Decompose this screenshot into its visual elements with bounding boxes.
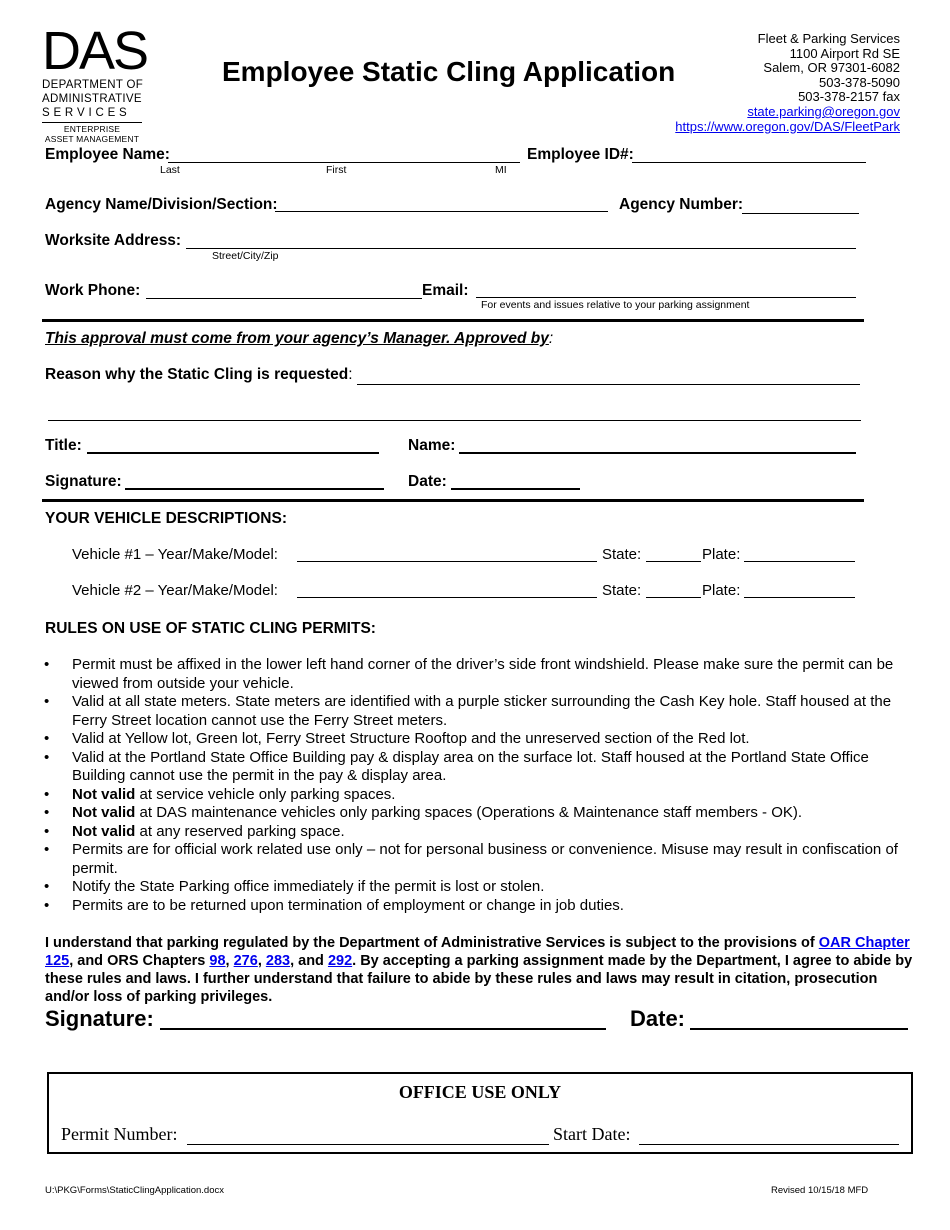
list-item: • Valid at the Portland State Office Building pay & display area on the surface lot. Staff housed at the Portland State Office Building cannot use the permit in the pay & display area. bbox=[44, 749, 914, 786]
first-sublabel: First bbox=[326, 164, 347, 176]
vehicle-2-state-label: State: bbox=[602, 582, 642, 599]
ors-292-link[interactable]: 292 bbox=[327, 953, 353, 969]
approver-title-label: Title: bbox=[45, 437, 82, 454]
logo-line-2: ADMINISTRATIVE bbox=[42, 93, 142, 105]
contact-email-link[interactable]: state.parking@oregon.gov bbox=[747, 103, 900, 119]
list-item: • Permits are to be returned upon termination of employment or change in job duties. bbox=[44, 897, 914, 916]
approver-signature-label: Signature: bbox=[45, 473, 122, 490]
footer-file-path: U:\PKG\Forms\StaticClingApplication.docx bbox=[45, 1185, 224, 1196]
work-phone-field[interactable] bbox=[146, 298, 422, 299]
not-valid-text: at any reserved parking space. bbox=[135, 822, 345, 840]
reason-label-text: Reason why the Static Cling is requested bbox=[45, 366, 349, 383]
permit-number-label: Permit Number: bbox=[61, 1124, 178, 1144]
logo-line-5: ASSET MANAGEMENT bbox=[44, 134, 140, 144]
last-sublabel: Last bbox=[160, 164, 180, 176]
logo-line-4: ENTERPRISE bbox=[63, 124, 121, 134]
mi-sublabel: MI bbox=[495, 164, 507, 176]
ack-comma-2: , bbox=[257, 953, 266, 969]
ack-part-2: , and ORS Chapters bbox=[69, 953, 210, 969]
das-logo bbox=[42, 21, 148, 144]
not-valid-label: Not valid bbox=[72, 804, 136, 821]
start-date-field[interactable] bbox=[639, 1144, 899, 1145]
list-item: • Permit must be affixed in the lower left hand corner of the driver’s side front windshield. Please make sure the permit can be viewed from outside your vehicle. bbox=[44, 656, 914, 693]
approver-name-field[interactable] bbox=[459, 452, 856, 454]
reason-label bbox=[45, 366, 353, 384]
logo-line-3: S E R V I C E S bbox=[42, 107, 128, 119]
vehicle-2-plate-field[interactable] bbox=[744, 597, 855, 598]
ack-and: , and bbox=[290, 953, 328, 969]
rules-heading: RULES ON USE OF STATIC CLING PERMITS: bbox=[45, 620, 376, 637]
list-item bbox=[44, 786, 914, 805]
email-label: Email: bbox=[422, 282, 469, 299]
reason-label-colon: : bbox=[348, 366, 353, 383]
page-title: Employee Static Cling Application bbox=[222, 56, 676, 87]
employee-id-label: Employee ID#: bbox=[527, 146, 634, 163]
vehicle-2-label: Vehicle #2 – Year/Make/Model: bbox=[72, 582, 278, 599]
contact-fax: 503-378-2157 fax bbox=[798, 89, 900, 105]
list-item bbox=[44, 823, 914, 842]
section-divider-1 bbox=[42, 319, 864, 322]
approver-date-field[interactable] bbox=[451, 488, 580, 490]
email-field[interactable] bbox=[476, 297, 856, 298]
ack-comma-1: , bbox=[225, 953, 234, 969]
work-phone-label: Work Phone: bbox=[45, 282, 141, 299]
contact-street: 1100 Airport Rd SE bbox=[789, 45, 900, 61]
approver-date-label: Date: bbox=[408, 473, 447, 490]
vehicle-2-plate-label: Plate: bbox=[702, 582, 741, 599]
not-valid-label: Not valid bbox=[72, 785, 136, 803]
not-valid-text: at DAS maintenance vehicles only parking spaces (Operations & Maintenance staff members - OK). bbox=[135, 804, 803, 821]
approval-heading-colon: : bbox=[548, 330, 554, 347]
reason-field-line-2[interactable] bbox=[48, 420, 861, 421]
agency-number-field[interactable] bbox=[742, 213, 859, 214]
ors-283-link[interactable]: 283 bbox=[265, 953, 291, 969]
vehicle-1-state-field[interactable] bbox=[646, 561, 701, 562]
logo-das-text: DAS bbox=[42, 21, 148, 81]
logo-line-1: DEPARTMENT OF bbox=[42, 79, 144, 91]
employee-name-label: Employee Name: bbox=[45, 146, 170, 163]
footer-revised: Revised 10/15/18 MFD bbox=[771, 1185, 869, 1196]
approval-heading bbox=[45, 330, 553, 348]
vehicle-1-model-field[interactable] bbox=[297, 561, 597, 562]
ors-98-link[interactable]: 98 bbox=[209, 953, 226, 969]
permit-number-field[interactable] bbox=[187, 1144, 549, 1145]
vehicle-heading: YOUR VEHICLE DESCRIPTIONS: bbox=[45, 510, 287, 527]
list-item: • Valid at Yellow lot, Green lot, Ferry Street Structure Rooftop and the unreserved section of the Red lot. bbox=[44, 730, 914, 749]
ack-part-3: . By accepting a parking assignment made by the Department, I agree to abide by these rules and laws. I further understand that failure to abide by these rules and laws may result in citation, prosecution and/or loss of parking privileges. bbox=[45, 953, 913, 1005]
worksite-address-field[interactable] bbox=[186, 248, 856, 249]
rules-list bbox=[44, 656, 914, 915]
vehicle-2-state-field[interactable] bbox=[646, 597, 701, 598]
agency-name-field[interactable] bbox=[275, 211, 608, 212]
agency-number-label: Agency Number: bbox=[619, 196, 744, 213]
list-item: • Permits are for official work related use only – not for personal business or convenience. Misuse may result in confiscation of permit. bbox=[44, 841, 914, 878]
list-item: • Valid at all state meters. State meters are identified with a purple sticker surrounding the Cash Key hole. Staff housed at the Ferry Street location cannot use the Ferry Street meters. bbox=[44, 693, 914, 730]
list-item: • Notify the State Parking office immediately if the permit is lost or stolen. bbox=[44, 878, 914, 897]
final-date-label: Date: bbox=[630, 1006, 686, 1031]
email-note: For events and issues relative to your parking assignment bbox=[481, 299, 750, 311]
final-date-field[interactable] bbox=[690, 1028, 908, 1030]
approver-signature-field[interactable] bbox=[125, 488, 384, 490]
office-use-heading: OFFICE USE ONLY bbox=[398, 1082, 562, 1102]
reason-field-line-1[interactable] bbox=[357, 384, 860, 385]
approval-heading-text: This approval must come from your agency’s Manager. Approved by bbox=[45, 330, 549, 347]
vehicle-1-label: Vehicle #1 – Year/Make/Model: bbox=[72, 546, 278, 563]
contact-city: Salem, OR 97301-6082 bbox=[763, 60, 900, 76]
employee-id-field[interactable] bbox=[632, 162, 866, 163]
section-divider-2 bbox=[42, 499, 864, 502]
ors-276-link[interactable]: 276 bbox=[233, 953, 258, 969]
acknowledgement-text bbox=[45, 934, 915, 1006]
logo-divider bbox=[42, 122, 142, 123]
approver-title-field[interactable] bbox=[87, 452, 379, 454]
final-signature-label: Signature: bbox=[45, 1006, 154, 1031]
list-item bbox=[44, 804, 914, 823]
contact-website-link[interactable]: https://www.oregon.gov/DAS/FleetPark bbox=[675, 118, 900, 134]
ack-part-1: I understand that parking regulated by the Department of Administrative Services is subject to the provisions of bbox=[45, 935, 819, 951]
not-valid-label: Not valid bbox=[72, 822, 136, 840]
vehicle-2-model-field[interactable] bbox=[297, 597, 597, 598]
oar-chapter-link[interactable]: OAR Chapter 125 bbox=[45, 935, 910, 969]
office-use-box bbox=[47, 1072, 913, 1154]
not-valid-text: at service vehicle only parking spaces. bbox=[135, 785, 396, 803]
street-city-zip-sublabel: Street/City/Zip bbox=[212, 250, 279, 262]
vehicle-1-plate-field[interactable] bbox=[744, 561, 855, 562]
worksite-address-label: Worksite Address: bbox=[45, 232, 182, 249]
agency-name-label: Agency Name/Division/Section: bbox=[45, 196, 278, 213]
contact-office: Fleet & Parking Services bbox=[757, 31, 900, 46]
final-signature-field[interactable] bbox=[160, 1028, 606, 1030]
vehicle-1-plate-label: Plate: bbox=[702, 546, 741, 563]
vehicle-1-state-label: State: bbox=[602, 546, 642, 563]
approver-name-label: Name: bbox=[408, 437, 456, 454]
employee-name-field[interactable] bbox=[168, 162, 520, 163]
start-date-label: Start Date: bbox=[553, 1124, 631, 1144]
contact-block bbox=[600, 32, 900, 134]
contact-phone: 503-378-5090 bbox=[819, 74, 900, 90]
